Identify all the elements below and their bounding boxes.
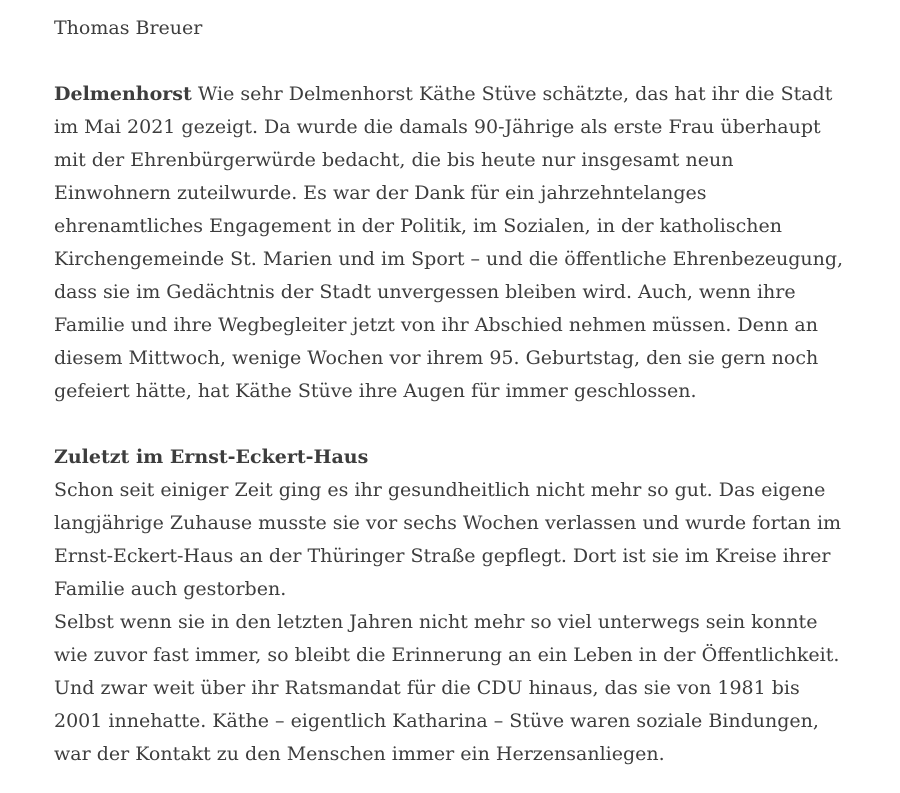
- location-tag: Delmenhorst: [54, 83, 192, 105]
- lead-paragraph-text: Wie sehr Delmenhorst Käthe Stüve schätzte, das hat ihr die Stadt im Mai 2021 gezeigt. Da wurde die damals 90-Jährige als erste Frau überhaupt mit der Ehrenbürgerwürde bedacht, die bis heute nur insgesamt neun Einwohnern zuteilwurde. Es war der Dank für ein jahrzehntelanges ehrenamtliches Engagement in der Politik, im Sozialen, in der katholischen Kirchengemeinde St. Marien und im Sport – und die öffentliche Ehrenbezeugung, dass sie im Gedächtnis der Stadt unvergessen bleiben wird. Auch, wenn ihre Familie und ihre Wegbegleiter jetzt von ihr Abschied nehmen müssen. Denn an diesem Mittwoch, wenige Wochen vor ihrem 95. Geburtstag, den sie gern noch gefeiert hätte, hat Käthe Stüve ihre Augen für immer geschlossen.: [54, 83, 844, 402]
- lead-paragraph: [54, 78, 854, 408]
- article-byline: Thomas Breuer: [54, 17, 203, 39]
- article-body: [54, 12, 854, 771]
- body-paragraph-1: Schon seit einiger Zeit ging es ihr gesundheitlich nicht mehr so gut. Das eigene langjährige Zuhause musste sie vor sechs Wochen verlassen und wurde fortan im Ernst-Eckert-Haus an der Thüringer Straße gepflegt. Dort ist sie im Kreise ihrer Familie auch gestorben.: [54, 479, 842, 600]
- article-subheading: Zuletzt im Ernst-Eckert-Haus: [54, 446, 369, 468]
- body-paragraph-2: Selbst wenn sie in den letzten Jahren nicht mehr so viel unterwegs sein konnte wie zuvor fast immer, so bleibt die Erinnerung an ein Leben in der Öffentlichkeit. Und zwar weit über ihr Ratsmandat für die CDU hinaus, das sie von 1981 bis 2001 innehatte. Käthe – eigentlich Katharina – Stüve waren soziale Bindungen, war der Kontakt zu den Menschen immer ein Herzensanliegen.: [54, 611, 840, 765]
